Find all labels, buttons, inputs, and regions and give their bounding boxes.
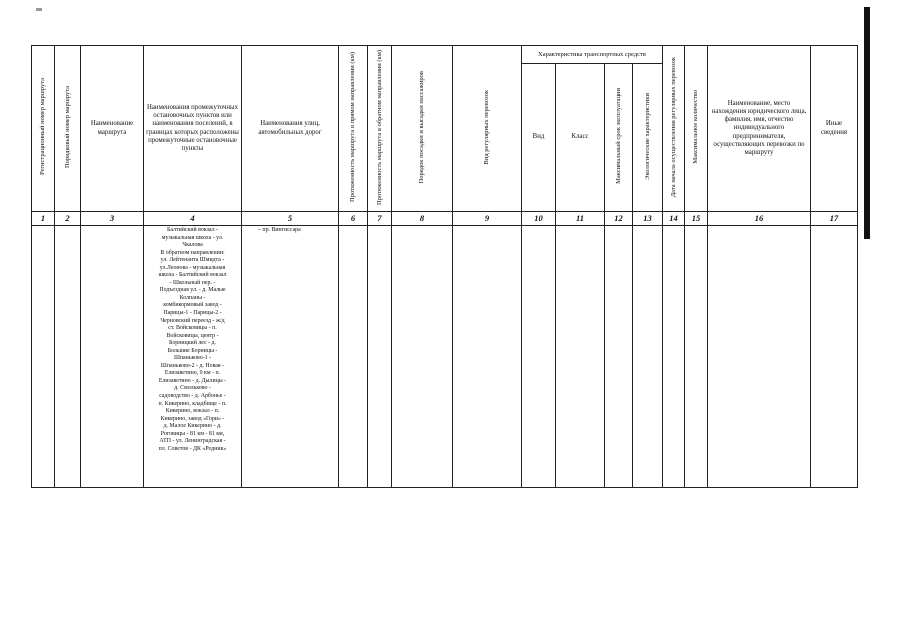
col-number: 17 — [811, 212, 858, 226]
stops-list — [144, 226, 241, 453]
cell-vehicle-kind — [522, 226, 556, 488]
col-header-14: Дата начала осуществления регулярных перевозок — [663, 46, 685, 212]
stop-line: ст. Войсковицы - п. — [168, 325, 217, 332]
stop-line: Елизаветино, 9 км - п. — [164, 370, 221, 377]
stop-line: Войсковицы, центр - — [166, 332, 219, 339]
col-number: 1 — [32, 212, 55, 226]
col-number: 8 — [392, 212, 453, 226]
stop-line: Колпаны - — [179, 294, 206, 301]
stop-line: комбикормовый завод - — [163, 302, 222, 309]
col-number: 16 — [708, 212, 811, 226]
stop-line: садоводство - д. Арбонье - — [159, 393, 226, 400]
cell-eco-characteristics — [633, 226, 663, 488]
stop-line: Роговицы - 81 км - 81 км, — [160, 430, 225, 437]
stop-line: В обратном направлении: — [160, 249, 225, 256]
stop-line: п. Кикерино, кладбище - п. — [158, 400, 227, 407]
col-header-13: Экологические характеристики — [633, 64, 663, 212]
col-header-16: Наименование, место нахождения юридического лица, фамилия, имя, отчество индивидуального предпринимателя, осуществляющих перевозки по маршруту — [708, 46, 811, 212]
col-header-12: Максимальный срок эксплуатации — [605, 64, 633, 212]
col-number: 4 — [144, 212, 242, 226]
col-header-7: Протяженность маршрута в обратном направлении (км) — [368, 46, 392, 212]
cell-length-forward — [339, 226, 368, 488]
cell-transport-type — [453, 226, 522, 488]
stop-line: Чкалова — [182, 242, 203, 249]
scan-edge-bar — [864, 7, 870, 239]
col-number: 15 — [685, 212, 708, 226]
col-number: 14 — [663, 212, 685, 226]
col-number: 10 — [522, 212, 556, 226]
cell-intermediate-stops — [144, 226, 242, 488]
col-number: 11 — [556, 212, 605, 226]
stop-line: Елизаветино - д. Дылицы - — [158, 377, 227, 384]
stop-line: Черновский переезд - ж/д — [160, 317, 225, 324]
stop-line: Кикерино, вокзал - п. — [165, 408, 220, 415]
stop-line: Большие Борницы - — [167, 347, 218, 354]
cell-boarding-order — [392, 226, 453, 488]
cell-carrier — [708, 226, 811, 488]
col-header-11: Класс — [556, 64, 605, 212]
stop-line: д. Смольково - — [174, 385, 211, 392]
col-header-3: Наименование маршрута — [81, 46, 144, 212]
column-number-row — [32, 212, 858, 226]
col-header-8: Порядок посадки и высадки пассажиров — [392, 46, 453, 212]
streets-text: – пр. Вингиссара — [258, 227, 301, 233]
route-register-table — [31, 45, 858, 488]
col-number: 6 — [339, 212, 368, 226]
col-header-10: Вид — [522, 64, 556, 212]
scan-mark — [36, 8, 42, 11]
stop-line: - Школьный пер. - — [169, 279, 216, 286]
col-number: 12 — [605, 212, 633, 226]
cell-registration-number — [32, 226, 55, 488]
col-header-6: Протяженность маршрута в прямом направлении (км) — [339, 46, 368, 212]
col-number: 5 — [242, 212, 339, 226]
col-header-1: Регистрационный номер маршрута — [32, 46, 55, 212]
stop-line: АТП - ул. Ленинградская - — [159, 438, 226, 445]
stop-line: школа - Балтийский вокзал — [158, 272, 227, 279]
col-number: 3 — [81, 212, 144, 226]
col-header-15: Максимальное количество — [685, 46, 708, 212]
stop-line: Кикерино, завод «Гори» - — [160, 415, 225, 422]
group-header-vehicles: Характеристика транспортных средств — [522, 46, 663, 64]
table-row — [32, 226, 858, 488]
cell-length-backward — [368, 226, 392, 488]
stop-line: Парицы-1 - Парицы-2 - — [163, 310, 222, 317]
stop-line: пл. Советов - ДК «Родник» — [158, 445, 227, 452]
cell-sequence-number — [55, 226, 81, 488]
cell-streets — [242, 226, 339, 488]
stop-line: д. Малое Кикерино - д. — [163, 423, 222, 430]
stop-line: Балтийский вокзал - — [167, 227, 218, 233]
stop-line: музыкальная школа - ул. — [161, 234, 224, 241]
stop-line: Шпаньково-1 - — [173, 355, 212, 362]
col-header-4: Наименования промежуточных остановочных пунктов или наименования поселений, в границах которых расположены промежуточные остановочные пункты — [144, 46, 242, 212]
stop-line: Шпаньково-2 - д. Новая - — [160, 362, 225, 369]
header-row-top — [32, 46, 858, 64]
col-header-5: Наименования улиц, автомобильных дорог — [242, 46, 339, 212]
col-number: 13 — [633, 212, 663, 226]
col-number: 2 — [55, 212, 81, 226]
col-header-9: Вид регулярных перевозок — [453, 46, 522, 212]
stop-line: Борницкий лес - д. — [168, 340, 217, 347]
col-number: 7 — [368, 212, 392, 226]
stop-line: ул. Лейтенанта Шмидта - — [160, 257, 225, 264]
col-number: 9 — [453, 212, 522, 226]
stop-line: ул.Леонова - музыкальная — [159, 264, 226, 271]
stop-line: Подъездная ул. - д. Малые — [159, 287, 226, 294]
cell-route-name — [81, 226, 144, 488]
cell-other-info — [811, 226, 858, 488]
col-header-2: Порядковый номер маршрута — [55, 46, 81, 212]
col-header-17: Иные сведения — [811, 46, 858, 212]
cell-start-date — [663, 226, 685, 488]
cell-max-quantity — [685, 226, 708, 488]
cell-max-service-life — [605, 226, 633, 488]
cell-vehicle-class — [556, 226, 605, 488]
